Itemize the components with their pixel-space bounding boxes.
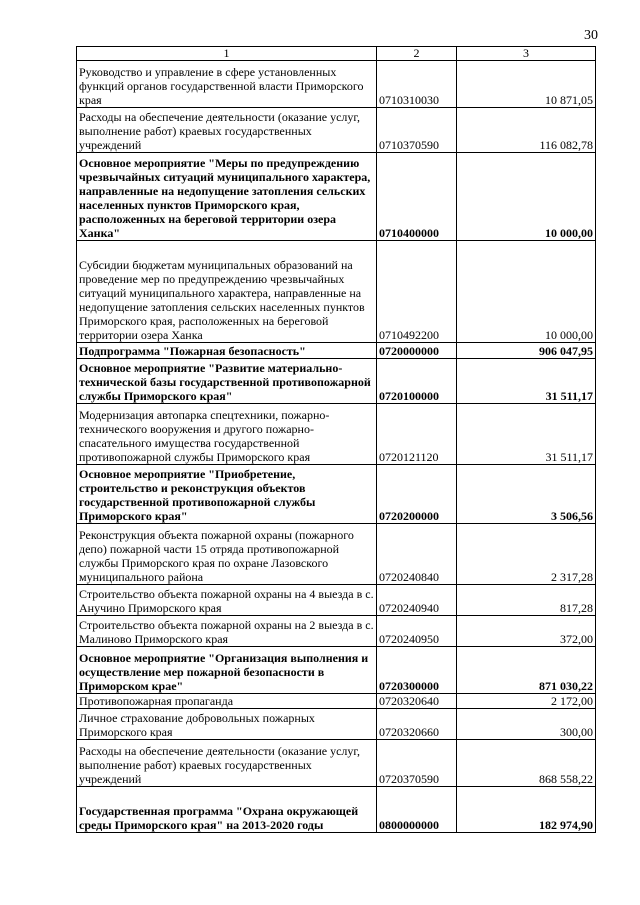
row-amount: 871 030,22 bbox=[457, 647, 596, 694]
table-row bbox=[77, 61, 596, 108]
table-row-section bbox=[77, 647, 596, 694]
table-row bbox=[77, 709, 596, 740]
row-code: 0720320660 bbox=[377, 709, 457, 740]
row-name: Основное мероприятие "Приобретение, строительство и реконструкция объектов государственной противопожарной службы Приморского края" bbox=[77, 465, 377, 524]
row-amount: 116 082,78 bbox=[457, 108, 596, 153]
row-name: Основное мероприятие "Организация выполнения и осуществление мер пожарной безопасности в Приморском крае" bbox=[77, 647, 377, 694]
row-amount: 182 974,90 bbox=[457, 787, 596, 833]
table-row-section bbox=[77, 787, 596, 833]
table-row bbox=[77, 616, 596, 647]
row-amount: 868 558,22 bbox=[457, 740, 596, 787]
row-code: 0720200000 bbox=[377, 465, 457, 524]
row-code: 0720121120 bbox=[377, 404, 457, 465]
table-row bbox=[77, 404, 596, 465]
table-row bbox=[77, 585, 596, 616]
budget-table bbox=[76, 46, 596, 833]
column-header: 2 bbox=[377, 47, 457, 61]
row-name: Руководство и управление в сфере установленных функций органов государственной власти Приморского края bbox=[77, 61, 377, 108]
row-amount: 2 172,00 bbox=[457, 694, 596, 709]
row-code: 0720100000 bbox=[377, 359, 457, 404]
row-amount: 817,28 bbox=[457, 585, 596, 616]
row-code: 0720320640 bbox=[377, 694, 457, 709]
row-amount: 3 506,56 bbox=[457, 465, 596, 524]
row-name: Расходы на обеспечение деятельности (оказание услуг, выполнение работ) краевых государственных учреждений bbox=[77, 740, 377, 787]
table-row bbox=[77, 524, 596, 585]
table-row bbox=[77, 108, 596, 153]
row-name: Строительство объекта пожарной охраны на 4 выезда в с. Анучино Приморского края bbox=[77, 585, 377, 616]
row-name: Расходы на обеспечение деятельности (оказание услуг, выполнение работ) краевых государственных учреждений bbox=[77, 108, 377, 153]
column-header: 1 bbox=[77, 47, 377, 61]
row-amount: 2 317,28 bbox=[457, 524, 596, 585]
row-name: Противопожарная пропаганда bbox=[77, 694, 377, 709]
column-header-row bbox=[77, 47, 596, 61]
row-code: 0720240840 bbox=[377, 524, 457, 585]
row-code: 0720300000 bbox=[377, 647, 457, 694]
table-row bbox=[77, 694, 596, 709]
row-code: 0720000000 bbox=[377, 343, 457, 359]
row-name: Основное мероприятие "Развитие материально-технической базы государственной противопожарной службы Приморского края" bbox=[77, 359, 377, 404]
row-name: Реконструкция объекта пожарной охраны (пожарного депо) пожарной части 15 отряда противопожарной службы Приморского края по охране Лазовского муниципального района bbox=[77, 524, 377, 585]
row-amount: 10 000,00 bbox=[457, 241, 596, 343]
table-row-section bbox=[77, 465, 596, 524]
row-amount: 31 511,17 bbox=[457, 404, 596, 465]
table-row-section bbox=[77, 343, 596, 359]
table-row-section bbox=[77, 153, 596, 241]
row-name: Личное страхование добровольных пожарных Приморского края bbox=[77, 709, 377, 740]
row-code: 0720240950 bbox=[377, 616, 457, 647]
row-amount: 300,00 bbox=[457, 709, 596, 740]
row-code: 0710310030 bbox=[377, 61, 457, 108]
row-code: 0720240940 bbox=[377, 585, 457, 616]
row-code: 0710370590 bbox=[377, 108, 457, 153]
row-amount: 906 047,95 bbox=[457, 343, 596, 359]
column-header: 3 bbox=[457, 47, 596, 61]
row-name: Основное мероприятие "Меры по предупреждению чрезвычайных ситуаций муниципального характера, направленные на недопущение затопления сельских населенных пунктов Приморского края, расположенных на береговой территории озера Ханка" bbox=[77, 153, 377, 241]
row-name: Государственная программа "Охрана окружающей среды Приморского края" на 2013-2020 годы bbox=[77, 787, 377, 833]
row-name: Строительство объекта пожарной охраны на 2 выезда в с. Малиново Приморского края bbox=[77, 616, 377, 647]
table-row bbox=[77, 241, 596, 343]
row-code: 0800000000 bbox=[377, 787, 457, 833]
row-code: 0710492200 bbox=[377, 241, 457, 343]
table-row bbox=[77, 740, 596, 787]
row-code: 0710400000 bbox=[377, 153, 457, 241]
row-code: 0720370590 bbox=[377, 740, 457, 787]
row-name: Подпрограмма "Пожарная безопасность" bbox=[77, 343, 377, 359]
page-number: 30 bbox=[584, 28, 598, 43]
row-amount: 31 511,17 bbox=[457, 359, 596, 404]
row-amount: 10 871,05 bbox=[457, 61, 596, 108]
row-name: Субсидии бюджетам муниципальных образований на проведение мер по предупреждению чрезвычайных ситуаций муниципального характера, направленные на недопущение затопления сельских населенных пунктов Приморского края, расположенных на береговой территории озера Ханка bbox=[77, 241, 377, 343]
row-name: Модернизация автопарка спецтехники, пожарно-технического вооружения и другого пожарно-спасательного имущества государственной противопожарной службы Приморского края bbox=[77, 404, 377, 465]
table-row-section bbox=[77, 359, 596, 404]
row-amount: 10 000,00 bbox=[457, 153, 596, 241]
row-amount: 372,00 bbox=[457, 616, 596, 647]
